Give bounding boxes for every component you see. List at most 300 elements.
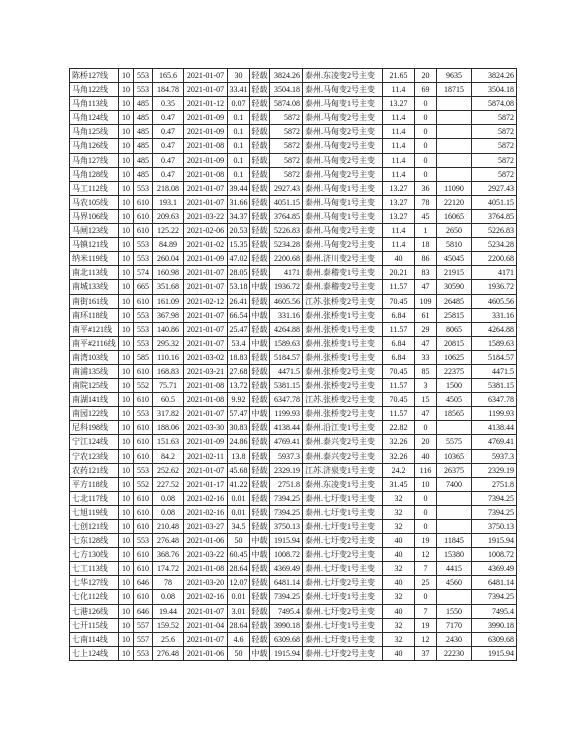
- transformer-cell: 泰州.七圩变1号主变: [303, 632, 383, 646]
- load-status-cell: 中载: [250, 548, 270, 562]
- value-cell: 553: [134, 646, 153, 660]
- load-status-cell: 轻载: [250, 449, 270, 463]
- value-cell: 331.16: [472, 308, 517, 322]
- load-status-cell: 轻载: [250, 181, 270, 195]
- value-cell: 47.02: [228, 252, 250, 266]
- table-row: [70, 491, 517, 505]
- value-cell: 11.4: [383, 83, 415, 97]
- value-cell: 24.2: [383, 463, 415, 477]
- value-cell: 485: [134, 97, 153, 111]
- line-name-cell: 七创121线: [70, 520, 119, 534]
- line-name-cell: 宁农123线: [70, 449, 119, 463]
- value-cell: 184.78: [153, 83, 184, 97]
- value-cell: 20: [415, 69, 437, 83]
- line-name-cell: 南湖141线: [70, 393, 119, 407]
- value-cell: 6347.78: [270, 393, 303, 407]
- value-cell: 10: [119, 308, 134, 322]
- value-cell: 10: [119, 69, 134, 83]
- value-cell: 10: [119, 393, 134, 407]
- value-cell: 22.82: [383, 421, 415, 435]
- line-name-cell: 马工112线: [70, 181, 119, 195]
- value-cell: 7: [415, 604, 437, 618]
- table-row: [70, 336, 517, 350]
- value-cell: 0.1: [228, 111, 250, 125]
- value-cell: [437, 153, 472, 167]
- value-cell: 5234.28: [472, 238, 517, 252]
- transformer-cell: 泰州.马甸变2号主变: [303, 111, 383, 125]
- transformer-cell: 泰州.七圩变1号主变: [303, 562, 383, 576]
- value-cell: 25: [415, 576, 437, 590]
- value-cell: 32: [383, 618, 415, 632]
- line-name-cell: 宁江124线: [70, 435, 119, 449]
- date-cell: 2021-01-09: [184, 111, 228, 125]
- value-cell: 39.44: [228, 181, 250, 195]
- value-cell: 70.45: [383, 294, 415, 308]
- value-cell: 0.47: [153, 111, 184, 125]
- value-cell: 15380: [437, 548, 472, 562]
- value-cell: 16065: [437, 209, 472, 223]
- value-cell: 10: [119, 435, 134, 449]
- table-row: [70, 618, 517, 632]
- value-cell: 2751.8: [270, 477, 303, 491]
- value-cell: 10: [119, 534, 134, 548]
- value-cell: 553: [134, 308, 153, 322]
- value-cell: 610: [134, 548, 153, 562]
- value-cell: 5810: [437, 238, 472, 252]
- value-cell: 32: [383, 505, 415, 519]
- load-status-cell: 轻载: [250, 379, 270, 393]
- value-cell: 1008.72: [472, 548, 517, 562]
- table-row: [70, 195, 517, 209]
- value-cell: 10: [119, 336, 134, 350]
- value-cell: 3824.26: [270, 69, 303, 83]
- value-cell: 10: [119, 125, 134, 139]
- value-cell: [437, 590, 472, 604]
- value-cell: 553: [134, 83, 153, 97]
- load-status-cell: 轻载: [250, 477, 270, 491]
- value-cell: 13.27: [383, 195, 415, 209]
- value-cell: 610: [134, 491, 153, 505]
- value-cell: 26375: [437, 463, 472, 477]
- transformer-cell: 泰州.七圩变2号主变: [303, 534, 383, 548]
- value-cell: 41.22: [228, 477, 250, 491]
- load-status-cell: 轻载: [250, 111, 270, 125]
- value-cell: 6.84: [383, 350, 415, 364]
- value-cell: 7495.4: [270, 604, 303, 618]
- value-cell: 553: [134, 238, 153, 252]
- value-cell: 2927.43: [472, 181, 517, 195]
- transformer-cell: 泰州.张桥变1号主变: [303, 308, 383, 322]
- value-cell: 0.01: [228, 505, 250, 519]
- value-cell: 7394.25: [270, 590, 303, 604]
- line-name-cell: 马角128线: [70, 167, 119, 181]
- value-cell: 50: [228, 534, 250, 548]
- value-cell: 7394.25: [270, 505, 303, 519]
- value-cell: [437, 111, 472, 125]
- value-cell: 10: [119, 379, 134, 393]
- load-status-cell: 轻载: [250, 393, 270, 407]
- transformer-cell: 泰州.泰兴变2号主变: [303, 449, 383, 463]
- value-cell: [437, 167, 472, 181]
- load-status-cell: 轻载: [250, 69, 270, 83]
- value-cell: [437, 421, 472, 435]
- value-cell: 160.98: [153, 266, 184, 280]
- load-status-cell: 轻载: [250, 463, 270, 477]
- value-cell: 5872: [472, 125, 517, 139]
- value-cell: 69: [415, 83, 437, 97]
- load-status-cell: 轻载: [250, 167, 270, 181]
- value-cell: 5184.57: [270, 350, 303, 364]
- value-cell: 0: [415, 520, 437, 534]
- value-cell: 4471.5: [472, 364, 517, 378]
- value-cell: 6481.14: [472, 576, 517, 590]
- line-name-cell: 马角113线: [70, 97, 119, 111]
- table-row: [70, 407, 517, 421]
- value-cell: 2329.19: [472, 463, 517, 477]
- table-row: [70, 294, 517, 308]
- value-cell: 5872: [270, 111, 303, 125]
- value-cell: 3: [415, 379, 437, 393]
- value-cell: 32: [383, 632, 415, 646]
- value-cell: 553: [134, 181, 153, 195]
- value-cell: 31.66: [228, 195, 250, 209]
- value-cell: 1550: [437, 604, 472, 618]
- value-cell: 5872: [270, 167, 303, 181]
- value-cell: 4505: [437, 393, 472, 407]
- value-cell: 32.26: [383, 435, 415, 449]
- load-status-cell: 中载: [250, 336, 270, 350]
- value-cell: 10: [119, 562, 134, 576]
- date-cell: 2021-01-07: [184, 83, 228, 97]
- value-cell: 4264.88: [472, 322, 517, 336]
- table-row: [70, 576, 517, 590]
- value-cell: 4415: [437, 562, 472, 576]
- date-cell: 2021-02-06: [184, 224, 228, 238]
- date-cell: 2021-02-16: [184, 491, 228, 505]
- value-cell: 10: [119, 224, 134, 238]
- value-cell: 260.04: [153, 252, 184, 266]
- value-cell: 188.06: [153, 421, 184, 435]
- value-cell: 276.48: [153, 646, 184, 660]
- value-cell: 45045: [437, 252, 472, 266]
- value-cell: 168.83: [153, 364, 184, 378]
- value-cell: 7400: [437, 477, 472, 491]
- value-cell: 36: [415, 181, 437, 195]
- value-cell: 10: [119, 590, 134, 604]
- line-name-cell: 南院125线: [70, 379, 119, 393]
- table-row: [70, 646, 517, 660]
- load-status-cell: 轻载: [250, 238, 270, 252]
- line-name-cell: 南街161线: [70, 294, 119, 308]
- load-status-cell: 中载: [250, 646, 270, 660]
- value-cell: 351.68: [153, 280, 184, 294]
- table-row: [70, 139, 517, 153]
- value-cell: 7495.4: [472, 604, 517, 618]
- value-cell: 0.47: [153, 125, 184, 139]
- value-cell: 252.62: [153, 463, 184, 477]
- value-cell: 18715: [437, 83, 472, 97]
- value-cell: 45.68: [228, 463, 250, 477]
- load-status-cell: 轻载: [250, 153, 270, 167]
- value-cell: 151.63: [153, 435, 184, 449]
- value-cell: 0.01: [228, 491, 250, 505]
- value-cell: 11.4: [383, 167, 415, 181]
- value-cell: 33.41: [228, 83, 250, 97]
- value-cell: 9635: [437, 69, 472, 83]
- value-cell: 83: [415, 266, 437, 280]
- value-cell: 5872: [472, 153, 517, 167]
- value-cell: [437, 97, 472, 111]
- transformer-cell: 泰州.七圩变2号主变: [303, 646, 383, 660]
- transformer-cell: 泰州.马甸变2号主变: [303, 83, 383, 97]
- line-name-cell: 马角122线: [70, 83, 119, 97]
- value-cell: 557: [134, 618, 153, 632]
- table-row: [70, 209, 517, 223]
- line-name-cell: 马角126线: [70, 139, 119, 153]
- transformer-cell: 泰州.七圩变1号主变: [303, 491, 383, 505]
- date-cell: 2021-01-07: [184, 69, 228, 83]
- value-cell: 75.71: [153, 379, 184, 393]
- value-cell: 646: [134, 576, 153, 590]
- value-cell: 28.64: [228, 618, 250, 632]
- line-name-cell: 马角125线: [70, 125, 119, 139]
- date-cell: 2021-01-07: [184, 463, 228, 477]
- value-cell: 10: [119, 421, 134, 435]
- value-cell: 32.26: [383, 449, 415, 463]
- load-status-cell: 中载: [250, 534, 270, 548]
- value-cell: 4369.49: [472, 562, 517, 576]
- date-cell: 2021-01-07: [184, 322, 228, 336]
- load-status-cell: 轻载: [250, 195, 270, 209]
- line-name-cell: 七南114线: [70, 632, 119, 646]
- value-cell: 25.6: [153, 632, 184, 646]
- table-row: [70, 97, 517, 111]
- date-cell: 2021-03-27: [184, 520, 228, 534]
- value-cell: 574: [134, 266, 153, 280]
- date-cell: 2021-01-09: [184, 252, 228, 266]
- value-cell: 10: [119, 618, 134, 632]
- value-cell: 610: [134, 421, 153, 435]
- value-cell: 4051.15: [270, 195, 303, 209]
- value-cell: 45: [415, 209, 437, 223]
- value-cell: 10: [119, 181, 134, 195]
- value-cell: 3990.18: [472, 618, 517, 632]
- table-row: [70, 505, 517, 519]
- value-cell: 10: [119, 280, 134, 294]
- value-cell: 22230: [437, 646, 472, 660]
- transformer-cell: 泰州.张桥变1号主变: [303, 322, 383, 336]
- value-cell: 11.4: [383, 125, 415, 139]
- transformer-cell: 泰州.马甸变1号主变: [303, 97, 383, 111]
- value-cell: 10: [119, 238, 134, 252]
- value-cell: 0.1: [228, 167, 250, 181]
- line-name-cell: 纳米119线: [70, 252, 119, 266]
- value-cell: 125.22: [153, 224, 184, 238]
- load-status-cell: 轻载: [250, 618, 270, 632]
- date-cell: 2021-03-20: [184, 576, 228, 590]
- transformer-cell: 泰州.东凌变1号主变: [303, 477, 383, 491]
- line-name-cell: 七工113线: [70, 562, 119, 576]
- value-cell: 30.83: [228, 421, 250, 435]
- date-cell: 2021-02-12: [184, 294, 228, 308]
- table-row: [70, 266, 517, 280]
- value-cell: 60.45: [228, 548, 250, 562]
- load-status-cell: 轻载: [250, 604, 270, 618]
- line-name-cell: 马闸123线: [70, 224, 119, 238]
- date-cell: 2021-01-07: [184, 407, 228, 421]
- date-cell: 2021-03-22: [184, 548, 228, 562]
- value-cell: 57.47: [228, 407, 250, 421]
- value-cell: 10: [119, 97, 134, 111]
- value-cell: 7170: [437, 618, 472, 632]
- value-cell: 610: [134, 209, 153, 223]
- value-cell: 2329.19: [270, 463, 303, 477]
- value-cell: 85: [415, 364, 437, 378]
- table-row: [70, 69, 517, 83]
- value-cell: 60.5: [153, 393, 184, 407]
- value-cell: 26.41: [228, 294, 250, 308]
- value-cell: 0.01: [228, 590, 250, 604]
- table-row: [70, 393, 517, 407]
- value-cell: 485: [134, 153, 153, 167]
- value-cell: 553: [134, 534, 153, 548]
- value-cell: 610: [134, 294, 153, 308]
- load-status-cell: 轻载: [250, 632, 270, 646]
- load-status-cell: 轻载: [250, 590, 270, 604]
- value-cell: 0: [415, 125, 437, 139]
- date-cell: 2021-02-16: [184, 505, 228, 519]
- date-cell: 2021-01-07: [184, 308, 228, 322]
- date-cell: 2021-01-07: [184, 632, 228, 646]
- value-cell: 227.52: [153, 477, 184, 491]
- value-cell: 10: [119, 477, 134, 491]
- transformer-cell: 泰州.泰兴变2号主变: [303, 435, 383, 449]
- line-name-cell: 农药121线: [70, 463, 119, 477]
- value-cell: 12: [415, 632, 437, 646]
- date-cell: 2021-01-07: [184, 266, 228, 280]
- value-cell: 10: [119, 83, 134, 97]
- line-name-cell: 南北113线: [70, 266, 119, 280]
- value-cell: 4471.5: [270, 364, 303, 378]
- value-cell: 19.44: [153, 604, 184, 618]
- value-cell: 553: [134, 407, 153, 421]
- table-row: [70, 224, 517, 238]
- value-cell: 5937.3: [270, 449, 303, 463]
- value-cell: 37: [415, 646, 437, 660]
- load-status-cell: 轻载: [250, 83, 270, 97]
- value-cell: [437, 491, 472, 505]
- value-cell: 0.08: [153, 590, 184, 604]
- transformer-cell: 泰州.泰稽变2号主变: [303, 280, 383, 294]
- value-cell: 1500: [437, 379, 472, 393]
- value-cell: 2200.68: [270, 252, 303, 266]
- value-cell: 11845: [437, 534, 472, 548]
- value-cell: 47: [415, 336, 437, 350]
- value-cell: 610: [134, 435, 153, 449]
- value-cell: 13.8: [228, 449, 250, 463]
- table-row: [70, 435, 517, 449]
- value-cell: 10: [119, 548, 134, 562]
- transformer-cell: 江苏.济泉变1号主变: [303, 463, 383, 477]
- value-cell: 10: [119, 604, 134, 618]
- load-status-cell: 中载: [250, 280, 270, 294]
- table-row: [70, 364, 517, 378]
- value-cell: 11.57: [383, 322, 415, 336]
- table-row: [70, 632, 517, 646]
- line-name-cell: 马镇121线: [70, 238, 119, 252]
- line-name-cell: 南平#2116线: [70, 336, 119, 350]
- value-cell: 7394.25: [270, 491, 303, 505]
- value-cell: 4769.41: [270, 435, 303, 449]
- value-cell: 10625: [437, 350, 472, 364]
- value-cell: 19: [415, 618, 437, 632]
- date-cell: 2021-03-21: [184, 364, 228, 378]
- value-cell: 553: [134, 336, 153, 350]
- value-cell: 1936.72: [270, 280, 303, 294]
- value-cell: 20.21: [383, 266, 415, 280]
- value-cell: 209.63: [153, 209, 184, 223]
- line-name-cell: 七化112线: [70, 590, 119, 604]
- value-cell: 4560: [437, 576, 472, 590]
- table-row: [70, 167, 517, 181]
- date-cell: 2021-01-08: [184, 562, 228, 576]
- value-cell: 553: [134, 463, 153, 477]
- value-cell: 53.18: [228, 280, 250, 294]
- transformer-cell: 泰州.七圩变2号主变: [303, 548, 383, 562]
- value-cell: 19: [415, 534, 437, 548]
- value-cell: 12.07: [228, 576, 250, 590]
- value-cell: 610: [134, 449, 153, 463]
- value-cell: 10: [119, 520, 134, 534]
- value-cell: 78: [153, 576, 184, 590]
- load-status-cell: 轻载: [250, 505, 270, 519]
- transformer-cell: 泰州.张桥变2号主变: [303, 379, 383, 393]
- value-cell: 6.84: [383, 308, 415, 322]
- value-cell: 10: [119, 209, 134, 223]
- value-cell: 84.89: [153, 238, 184, 252]
- value-cell: 0: [415, 421, 437, 435]
- line-name-cell: 马界106线: [70, 209, 119, 223]
- value-cell: 4138.44: [472, 421, 517, 435]
- line-name-cell: 马农105线: [70, 195, 119, 209]
- transformer-cell: 泰州.张桥变2号主变: [303, 364, 383, 378]
- value-cell: 485: [134, 139, 153, 153]
- load-status-cell: 轻载: [250, 252, 270, 266]
- transformer-cell: 泰州.济川变2号主变: [303, 252, 383, 266]
- load-status-cell: 轻载: [250, 224, 270, 238]
- value-cell: 4.6: [228, 632, 250, 646]
- value-cell: 0.08: [153, 491, 184, 505]
- value-cell: 3.01: [228, 604, 250, 618]
- value-cell: 0.47: [153, 153, 184, 167]
- table-row: [70, 252, 517, 266]
- value-cell: 31.45: [383, 477, 415, 491]
- load-status-cell: 轻载: [250, 266, 270, 280]
- value-cell: 29: [415, 322, 437, 336]
- load-status-cell: 轻载: [250, 435, 270, 449]
- table-row: [70, 308, 517, 322]
- data-table: [69, 68, 517, 661]
- load-status-cell: 轻载: [250, 421, 270, 435]
- value-cell: 61: [415, 308, 437, 322]
- load-status-cell: 轻载: [250, 350, 270, 364]
- value-cell: 13.27: [383, 209, 415, 223]
- load-status-cell: 中载: [250, 308, 270, 322]
- line-name-cell: 七东128线: [70, 534, 119, 548]
- value-cell: 13.27: [383, 97, 415, 111]
- value-cell: 553: [134, 69, 153, 83]
- value-cell: 5874.08: [270, 97, 303, 111]
